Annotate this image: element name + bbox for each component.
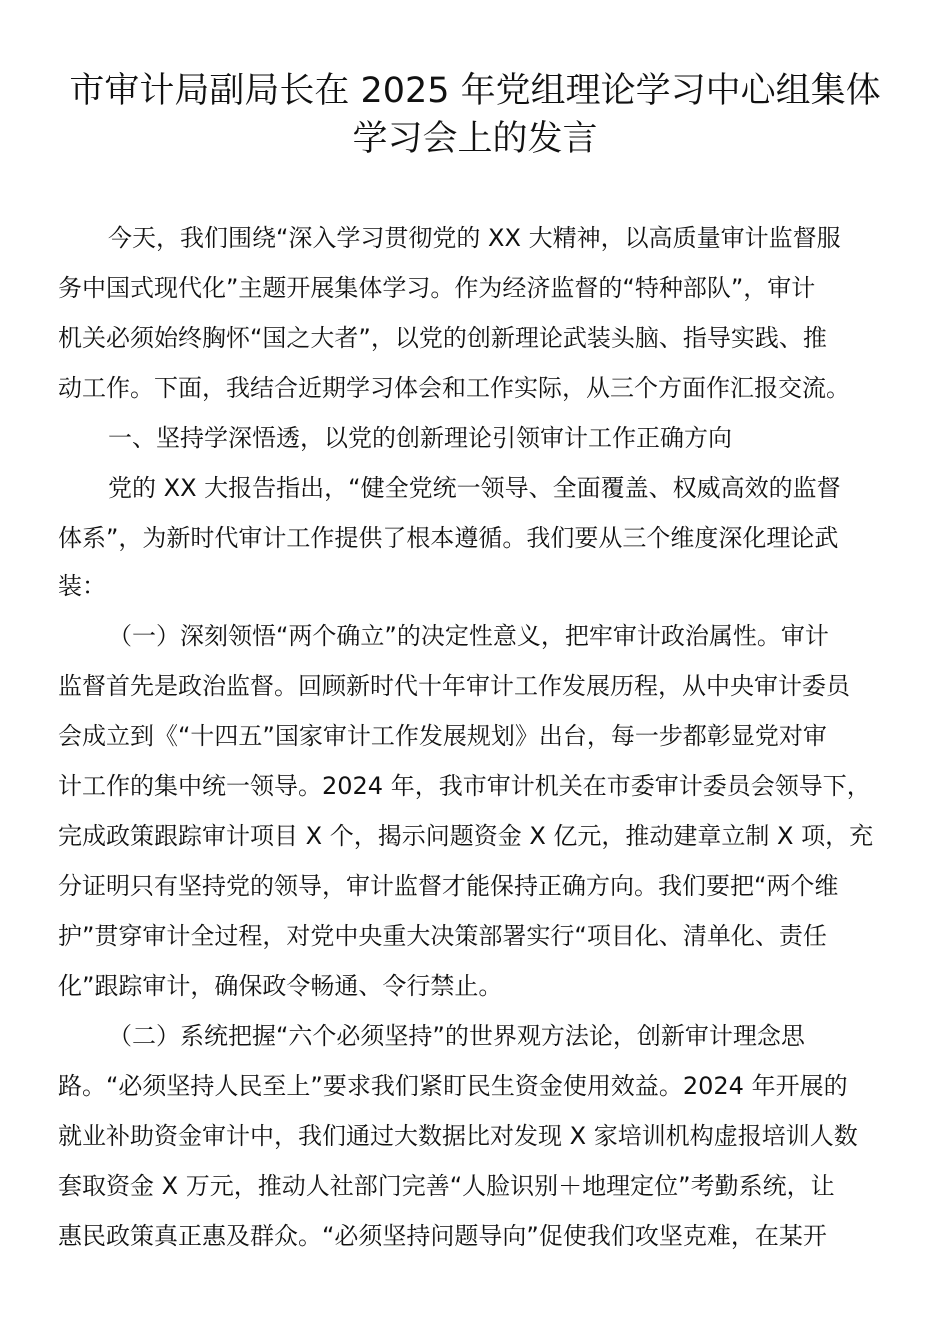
paragraph-section1-line-3: 装： [58,572,106,600]
paragraph-sub2-line-2: 路。“必须坚持人民至上”要求我们紧盯民生资金使用效益。2024 年开展的 [58,1072,848,1100]
paragraph-sub1-line-2: 监督首先是政治监督。回顾新时代十年审计工作发展历程，从中央审计委员 [58,672,850,700]
paragraph-intro-line-3: 机关必须始终胸怀“国之大者”，以党的创新理论武装头脑、指导实践、推 [58,324,827,352]
paragraph-sub1-line-5: 完成政策跟踪审计项目 X 个，揭示问题资金 X 亿元，推动建章立制 X 项，充 [58,822,874,850]
paragraph-sub1-line-4: 计工作的集中统一领导。2024 年，我市审计机关在市委审计委员会领导下， [58,772,871,800]
paragraph-sub2-line-1: （二）系统把握“六个必须坚持”的世界观方法论，创新审计理念思 [108,1022,805,1050]
paragraph-intro-line-2: 务中国式现代化”主题开展集体学习。作为经济监督的“特种部队”，审计 [58,274,816,302]
paragraph-intro-line-1: 今天，我们围绕“深入学习贯彻党的 XX 大精神，以高质量审计监督服 [108,224,841,252]
paragraph-sub1-line-7: 护”贯穿审计全过程，对党中央重大决策部署实行“项目化、清单化、责任 [58,922,827,950]
paragraph-sub1-line-1: （一）深刻领悟“两个确立”的决定性意义，把牢审计政治属性。审计 [108,622,829,650]
document-title-line-2: 学习会上的发言 [352,119,598,159]
paragraph-sub2-line-5: 惠民政策真正惠及群众。“必须坚持问题导向”促使我们攻坚克难，在某开 [58,1222,827,1250]
paragraph-intro-line-4: 动工作。下面，我结合近期学习体会和工作实际，从三个方面作汇报交流。 [58,374,850,402]
paragraph-section1-line-2: 体系”，为新时代审计工作提供了根本遵循。我们要从三个维度深化理论武 [58,524,839,552]
document-title-line-1: 市审计局副局长在 2025 年党组理论学习中心组集体 [69,71,881,111]
paragraph-sub2-line-4: 套取资金 X 万元，推动人社部门完善“人脸识别＋地理定位”考勤系统，让 [58,1172,835,1200]
section-heading-1: 一、坚持学深悟透，以党的创新理论引领审计工作正确方向 [108,424,732,452]
paragraph-sub2-line-3: 就业补助资金审计中，我们通过大数据比对发现 X 家培训机构虚报培训人数 [58,1122,858,1150]
paragraph-sub1-line-6: 分证明只有坚持党的领导，审计监督才能保持正确方向。我们要把“两个维 [58,872,839,900]
paragraph-sub1-line-8: 化”跟踪审计，确保政令畅通、令行禁止。 [58,972,503,1000]
paragraph-sub1-line-3: 会成立到《“十四五”国家审计工作发展规划》出台，每一步都彰显党对审 [58,722,827,750]
paragraph-section1-line-1: 党的 XX 大报告指出，“健全党统一领导、全面覆盖、权威高效的监督 [108,474,841,502]
